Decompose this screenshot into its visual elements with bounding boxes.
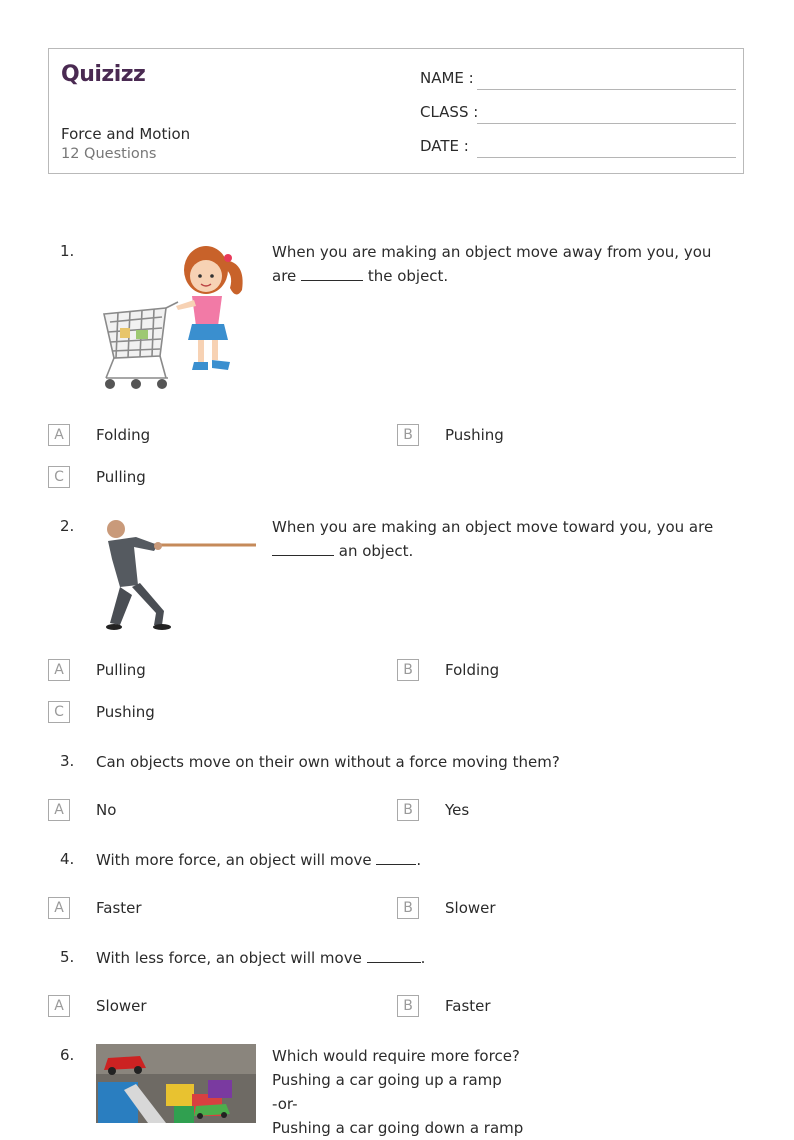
question-text: [272, 1044, 734, 1140]
option-text[interactable]: Faster: [445, 997, 491, 1015]
option-letter-box[interactable]: C: [48, 701, 70, 723]
question-line: Pushing a car going up a ramp: [272, 1071, 502, 1089]
option-text[interactable]: Pushing: [96, 703, 155, 721]
answer-blank: [367, 948, 421, 963]
option-letter-box[interactable]: B: [397, 995, 419, 1017]
option-text[interactable]: Pushing: [445, 426, 504, 444]
question-number: 5.: [60, 948, 75, 966]
option-text[interactable]: Pulling: [96, 661, 146, 679]
question-number: 2.: [60, 517, 75, 535]
class-label: CLASS :: [420, 103, 479, 121]
option-letter-box[interactable]: A: [48, 897, 70, 919]
option-letter-box[interactable]: B: [397, 424, 419, 446]
question-line: -or-: [272, 1095, 298, 1113]
question-number: 3.: [60, 752, 75, 770]
date-field[interactable]: [420, 137, 736, 161]
question-text: [96, 946, 425, 970]
question-line: Which would require more force?: [272, 1047, 520, 1065]
name-line[interactable]: [477, 89, 736, 90]
question-text-part: When you are making an object move toward you, you are: [272, 518, 714, 536]
worksheet-header: [48, 48, 744, 174]
name-label: NAME :: [420, 69, 474, 87]
question-text-part: When you are making an object move away from you, you are: [272, 243, 712, 285]
question-text: Can objects move on their own without a force moving them?: [96, 753, 560, 771]
option-letter-box[interactable]: A: [48, 799, 70, 821]
option-text[interactable]: Folding: [445, 661, 500, 679]
question-text-part: .: [416, 851, 422, 869]
option-text[interactable]: No: [96, 801, 117, 819]
question-text: [272, 515, 734, 563]
option-text[interactable]: Slower: [445, 899, 496, 917]
class-field[interactable]: [420, 103, 736, 127]
answer-blank: [301, 266, 363, 281]
option-letter-box[interactable]: A: [48, 424, 70, 446]
question-text-part: an object.: [334, 542, 414, 560]
question-text: [272, 240, 734, 288]
class-line[interactable]: [477, 123, 736, 124]
quizizz-logo: [61, 59, 153, 89]
question-text: [96, 848, 421, 872]
toy-cars-ramp-image: [96, 1044, 256, 1123]
question-number: 6.: [60, 1046, 75, 1064]
girl-pushing-cart-image: [96, 240, 258, 400]
date-label: DATE :: [420, 137, 469, 155]
option-text[interactable]: Pulling: [96, 468, 146, 486]
option-letter-box[interactable]: A: [48, 659, 70, 681]
option-letter-box[interactable]: A: [48, 995, 70, 1017]
question-text-part: the object.: [363, 267, 449, 285]
option-text[interactable]: Faster: [96, 899, 142, 917]
answer-blank: [272, 541, 334, 556]
option-text[interactable]: Folding: [96, 426, 151, 444]
date-line[interactable]: [477, 157, 736, 158]
option-letter-box[interactable]: B: [397, 659, 419, 681]
worksheet-title: Force and Motion: [61, 125, 191, 143]
name-field[interactable]: [420, 69, 736, 93]
question-text-part: With less force, an object will move: [96, 949, 367, 967]
option-letter-box[interactable]: C: [48, 466, 70, 488]
question-text-part: With more force, an object will move: [96, 851, 377, 869]
answer-blank: [376, 850, 416, 865]
option-letter-box[interactable]: B: [397, 799, 419, 821]
option-text[interactable]: Yes: [445, 801, 470, 819]
option-letter-box[interactable]: B: [397, 897, 419, 919]
man-pulling-rope-image: [96, 515, 258, 633]
question-count: 12 Questions: [61, 146, 157, 162]
option-text[interactable]: Slower: [96, 997, 147, 1015]
question-text-part: .: [420, 949, 426, 967]
svg-text:Quizizz: Quizizz: [61, 62, 146, 87]
question-number: 4.: [60, 850, 75, 868]
question-line: Pushing a car going down a ramp: [272, 1119, 524, 1137]
question-number: 1.: [60, 242, 75, 260]
